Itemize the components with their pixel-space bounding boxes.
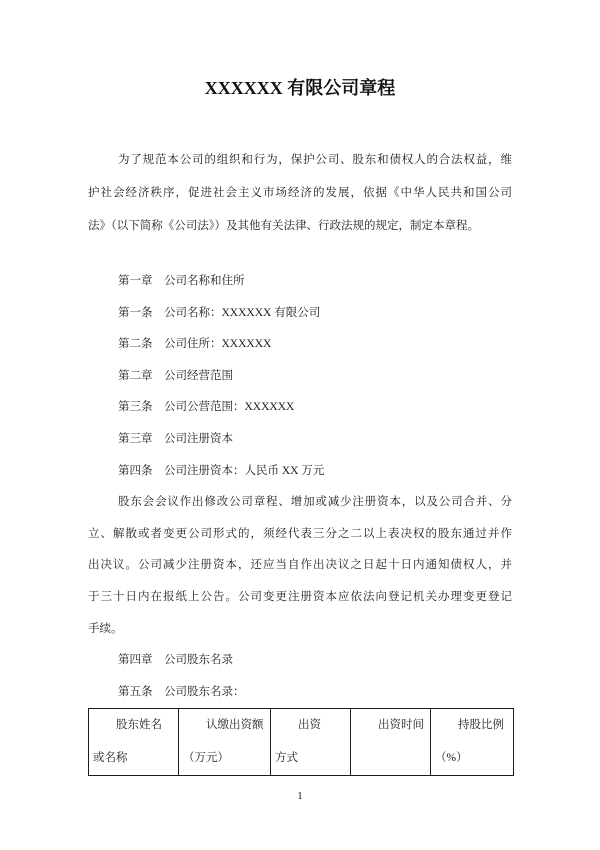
chapter-title: 公司经营范围 <box>164 369 233 382</box>
header-line <box>355 742 426 775</box>
header-line: （%） <box>435 752 468 765</box>
article-label: 第一条 <box>118 306 153 319</box>
header-line: 持股比例 <box>458 719 504 732</box>
paragraph-line: 出决议。公司减少注册资本，还应当自作出决议之日起十日内通知债权人，并 <box>88 559 512 572</box>
preamble-line: 法》（以下简称《公司法》）及其他有关法律、行政法规的规定，制定本章程。 <box>88 220 479 232</box>
header-line: 股东姓名 <box>116 719 162 732</box>
header-line: （万元） <box>183 752 229 765</box>
paragraph-line: 手续。 <box>88 622 123 635</box>
header-cell-shareholder-name <box>89 709 179 776</box>
article-4 <box>88 456 542 488</box>
header-cell-subscribed-capital <box>179 709 271 776</box>
chapter-title: 公司股东名录 <box>164 654 233 667</box>
header-line: 出资 <box>298 719 321 732</box>
header-cell-contribution-method <box>271 709 351 776</box>
article-text: 公司住所：XXXXXX <box>164 338 272 351</box>
page-number: 1 <box>297 790 303 802</box>
chapter-heading-4 <box>88 645 542 677</box>
article-1 <box>88 298 542 330</box>
header-line: 方式 <box>275 752 298 765</box>
article-label: 第五条 <box>118 685 153 698</box>
header-cell-contribution-time <box>351 709 431 776</box>
article-label: 第三条 <box>118 401 153 414</box>
article-text: 公司公营范围：XXXXXX <box>164 401 295 414</box>
chapter-heading-1 <box>88 266 542 298</box>
header-line: 出资时间 <box>378 719 424 732</box>
chapter-label: 第四章 <box>118 654 153 667</box>
document-title: XXXXXX 有限公司章程 <box>204 78 396 98</box>
paragraph-line: 股东会会议作出修改公司章程、增加或减少注册资本，以及公司合并、分 <box>118 496 512 509</box>
chapter-heading-3 <box>88 424 542 456</box>
article-5 <box>88 677 542 709</box>
header-line: 或名称 <box>93 752 128 765</box>
article-text: 公司股东名录： <box>164 685 245 698</box>
chapter-label: 第二章 <box>118 369 153 382</box>
article-label: 第二条 <box>118 338 153 351</box>
chapter-label: 第一章 <box>118 275 153 287</box>
chapter-label: 第三章 <box>118 432 153 445</box>
paragraph-line: 立、解散或者变更公司形式的，须经代表三分之二以上表决权的股东通过并作 <box>88 527 512 540</box>
article-text: 公司名称：XXXXXX 有限公司 <box>164 306 321 319</box>
article-2 <box>88 329 542 361</box>
header-cell-shareholding-ratio <box>431 709 514 776</box>
chapter-title: 公司名称和住所 <box>164 275 245 287</box>
header-line: 认缴出资额 <box>206 719 264 732</box>
preamble-line: 护社会经济秩序，促进社会主义市场经济的发展，依据《中华人民共和国公司 <box>88 187 512 199</box>
paragraph-line: 于三十日内在报纸上公告。公司变更注册资本应依法向登记机关办理变更登记 <box>88 590 512 603</box>
preamble-line: 为了规范本公司的组织和行为，保护公司、股东和债权人的合法权益，维 <box>118 154 512 166</box>
chapter-heading-2 <box>88 361 542 393</box>
preamble-paragraph <box>88 144 512 243</box>
article-label: 第四条 <box>118 464 153 477</box>
table-header-row <box>89 709 514 776</box>
chapter-title: 公司注册资本 <box>164 432 233 445</box>
article-text: 公司注册资本：人民币 XX 万元 <box>164 464 325 477</box>
capital-change-paragraph <box>88 487 513 645</box>
charter-body <box>88 266 513 776</box>
article-3 <box>88 392 542 424</box>
shareholder-table <box>88 708 514 776</box>
